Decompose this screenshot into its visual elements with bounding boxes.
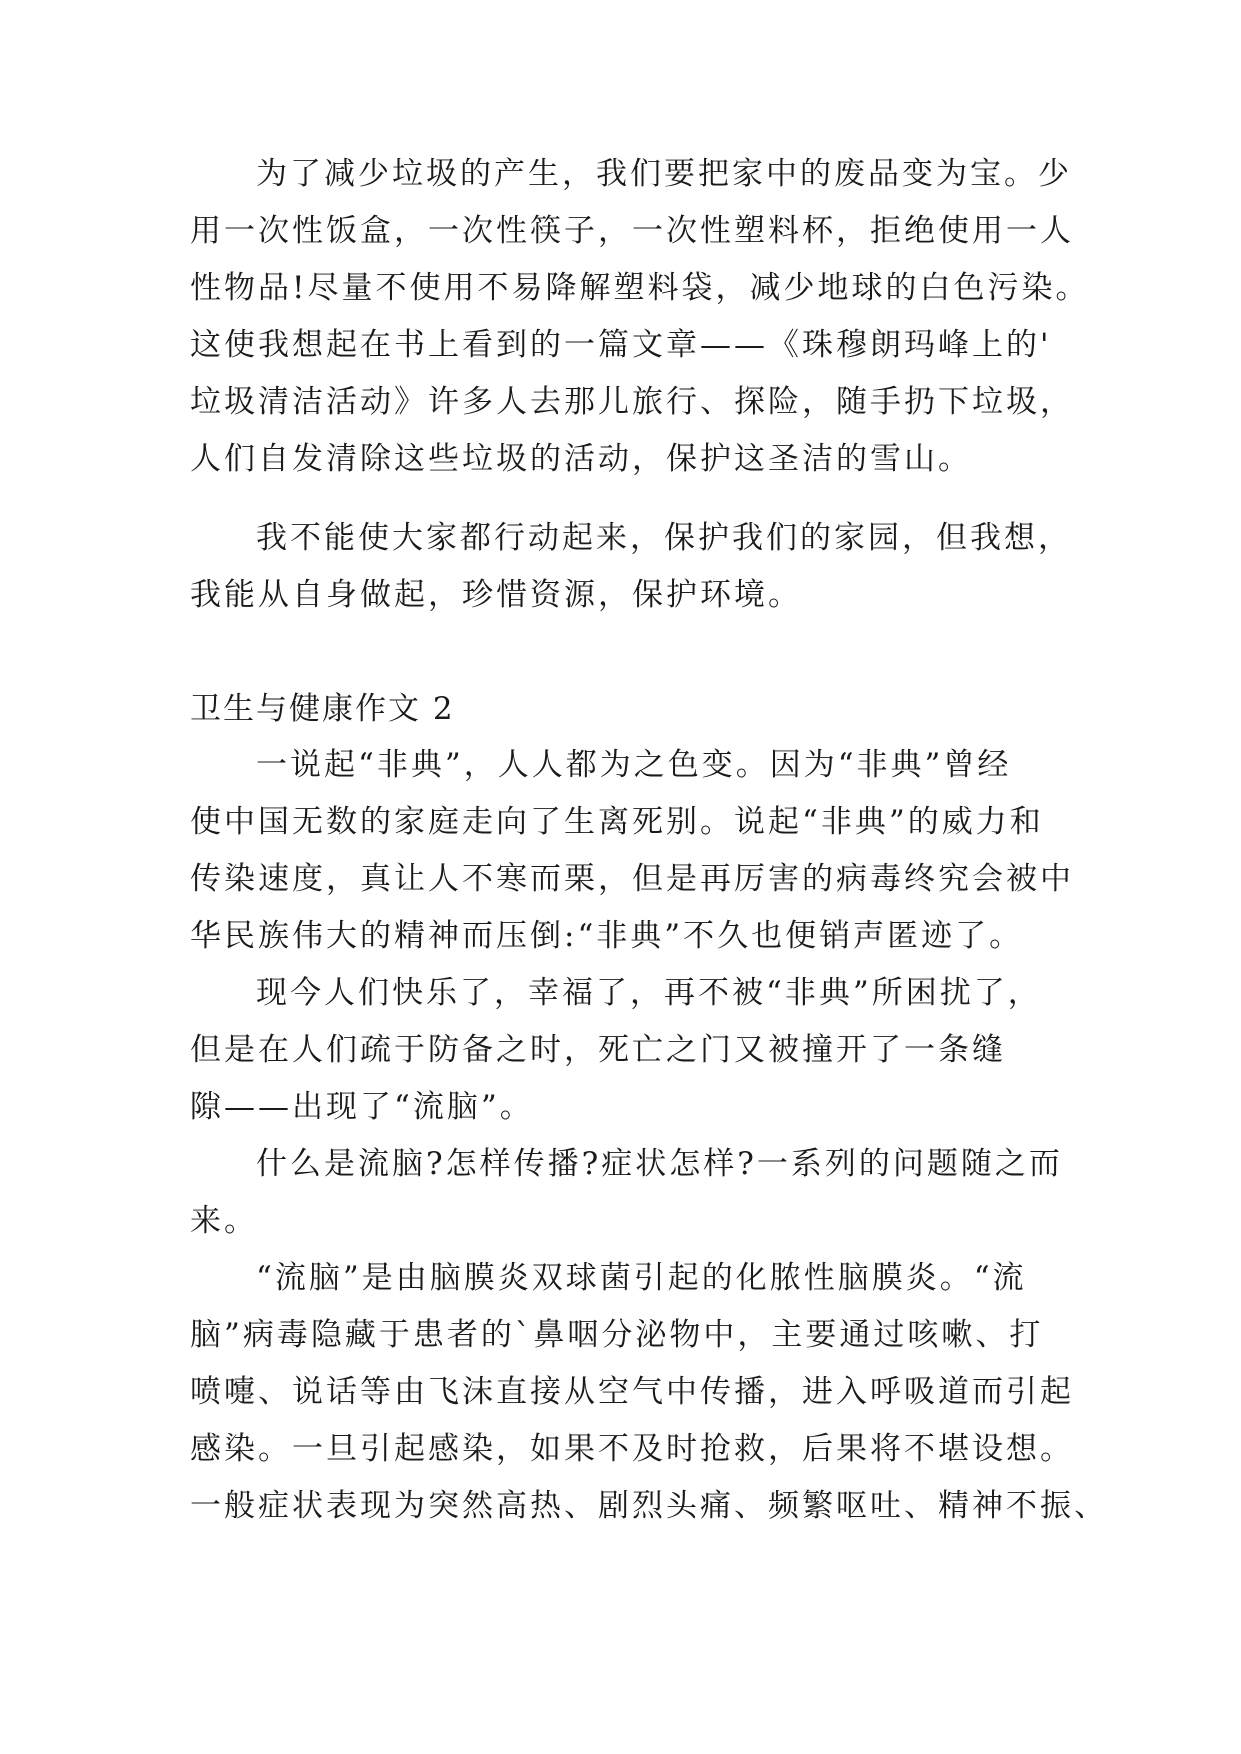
text-line: 脑”病毒隐藏于患者的`鼻咽分泌物中，主要通过咳嗽、打: [190, 1317, 1044, 1353]
text-line: 一说起“非典”，人人都为之色变。因为“非典”曾经: [256, 747, 1012, 783]
text-line: 我不能使大家都行动起来，保护我们的家园，但我想，: [256, 520, 1072, 556]
text-line: 喷嚏、说话等由飞沫直接从空气中传播，进入呼吸道而引起: [190, 1374, 1074, 1410]
paragraph: [190, 146, 1090, 488]
text-line: 隙——出现了“流脑”。: [190, 1089, 534, 1125]
text-line: 这使我想起在书上看到的一篇文章——《珠穆朗玛峰上的': [190, 327, 1052, 363]
paragraph: [190, 1250, 1108, 1535]
text-line: 性物品!尽量不使用不易降解塑料袋，减少地球的白色污染。: [190, 270, 1090, 306]
paragraph: [190, 1136, 1070, 1250]
text-line: 什么是流脑?怎样传播?症状怎样?一系列的问题随之而: [256, 1146, 1063, 1182]
text-line: 垃圾清洁活动》许多人去那儿旅行、探险，随手扔下垃圾，: [190, 384, 1074, 420]
text-line: 我能从自身做起，珍惜资源，保护环境。: [190, 577, 802, 613]
text-line: 人们自发清除这些垃圾的活动，保护这圣洁的雪山。: [190, 441, 972, 477]
text-line: 用一次性饭盒，一次性筷子，一次性塑料杯，拒绝使用一人: [190, 213, 1074, 249]
section-heading: 卫生与健康作文 2: [190, 691, 455, 727]
paragraph: [190, 737, 1074, 965]
text-line: 使中国无数的家庭走向了生离死别。说起“非典”的威力和: [190, 804, 1044, 840]
text-line: 华民族伟大的精神而压倒:“非典”不久也便销声匿迹了。: [190, 918, 1024, 954]
text-line: “流脑”是由脑膜炎双球菌引起的化脓性脑膜炎。“流: [256, 1260, 1027, 1296]
text-line: 但是在人们疏于防备之时，死亡之门又被撞开了一条缝: [190, 1032, 1006, 1068]
text-line: 传染速度，真让人不寒而栗，但是再厉害的病毒终究会被中: [190, 861, 1074, 897]
text-line: 现今人们快乐了，幸福了，再不被“非典”所困扰了，: [256, 975, 1042, 1011]
text-line: 为了减少垃圾的产生，我们要把家中的废品变为宝。少: [256, 156, 1072, 192]
text-line: 来。: [190, 1203, 258, 1239]
paragraph: [190, 510, 1070, 624]
text-line: 一般症状表现为突然高热、剧烈头痛、频繁呕吐、精神不振、: [190, 1488, 1108, 1524]
paragraph: [190, 965, 1070, 1136]
text-line: 感染。一旦引起感染，如果不及时抢救，后果将不堪设想。: [190, 1431, 1074, 1467]
